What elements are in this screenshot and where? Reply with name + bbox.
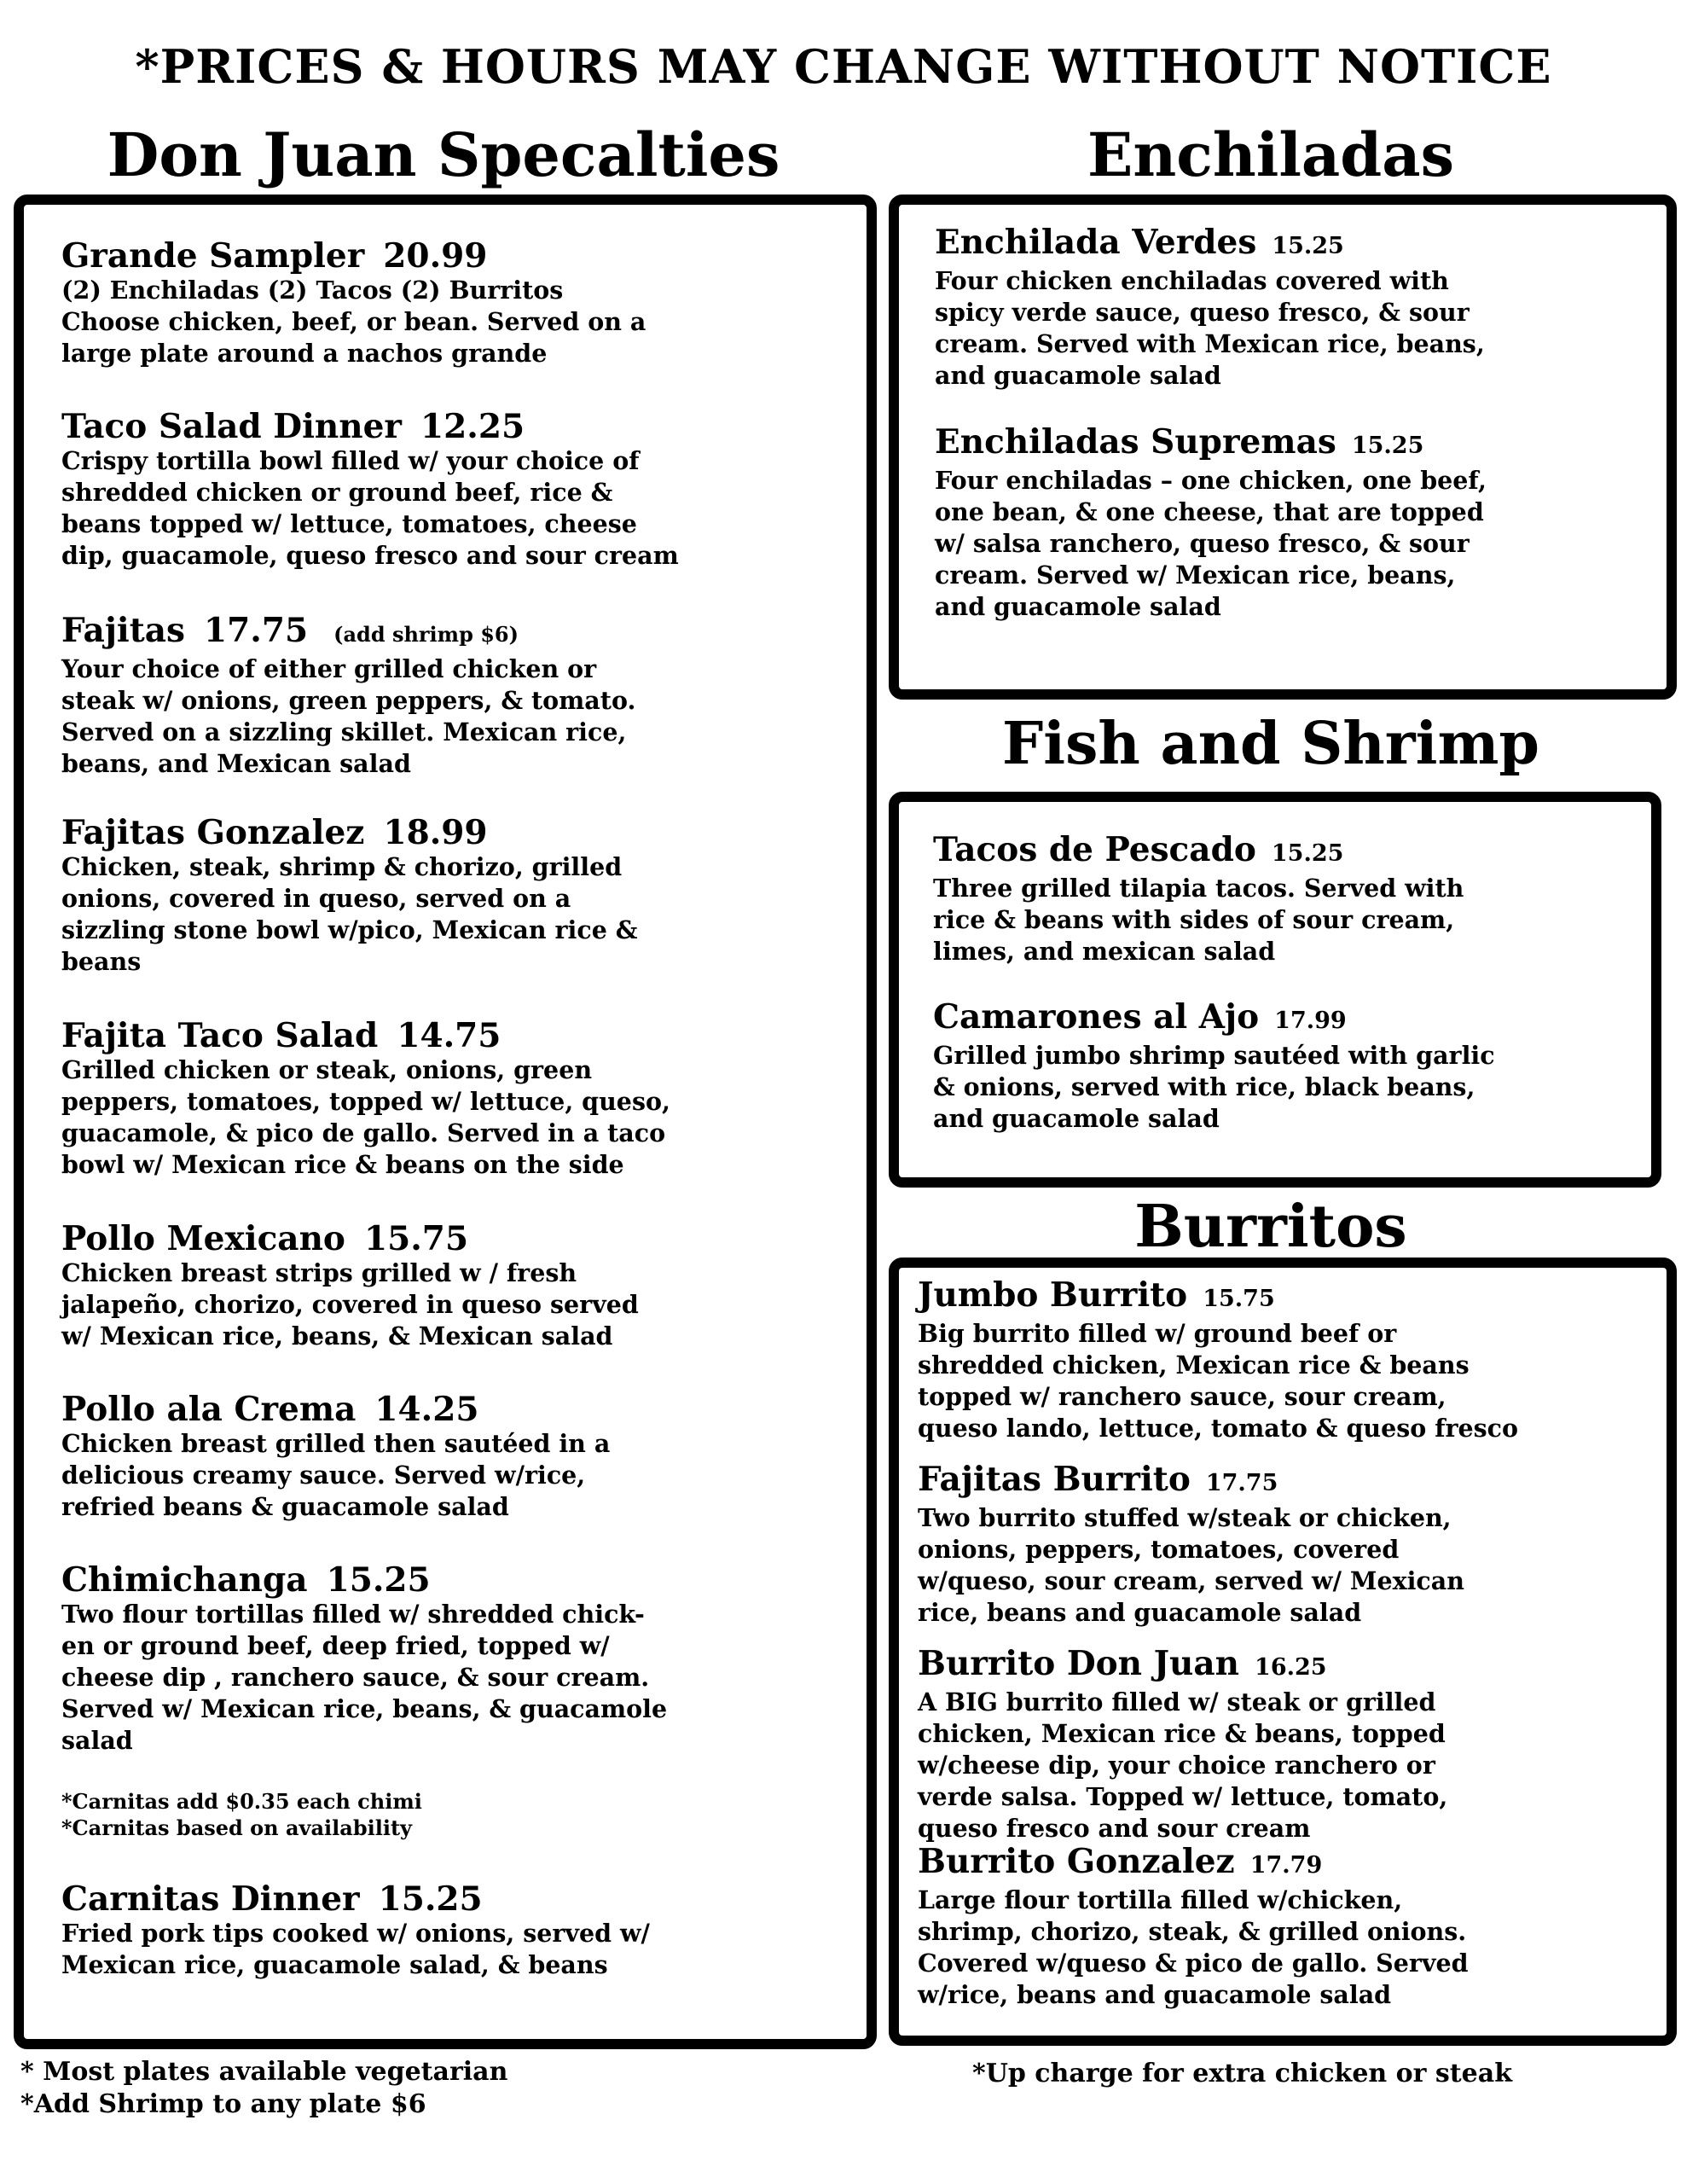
item-price: 14.75 bbox=[397, 1016, 501, 1055]
item-desc-line: beans topped w/ lettuce, tomatoes, cheese bbox=[61, 509, 637, 538]
item-desc-line: guacamole, & pico de gallo. Served in a taco bbox=[61, 1118, 666, 1147]
item-desc-line: w/queso, sour cream, served w/ Mexican bbox=[918, 1566, 1464, 1595]
item-desc-line: peppers, tomatoes, topped w/ lettuce, queso, bbox=[61, 1087, 670, 1116]
item-desc-line: Served w/ Mexican rice, beans, & guacamole bbox=[61, 1694, 668, 1723]
item-desc-line: cream. Served with Mexican rice, beans, bbox=[935, 329, 1485, 358]
item-price: 17.75 bbox=[204, 611, 309, 650]
item-price: 15.75 bbox=[1203, 1286, 1275, 1312]
item-name: Taco Salad Dinner bbox=[61, 407, 402, 446]
item-name: Fajitas Burrito bbox=[918, 1460, 1191, 1499]
item-desc-line: shredded chicken or ground beef, rice & bbox=[61, 478, 613, 507]
item-name: Carnitas Dinner bbox=[61, 1879, 360, 1919]
item-desc-line: w/cheese dip, your choice ranchero or bbox=[918, 1751, 1435, 1780]
menu-item bbox=[933, 831, 1464, 967]
item-price: 15.25 bbox=[1351, 433, 1424, 459]
menu-item bbox=[918, 1645, 1447, 1844]
item-name: Enchiladas Supremas bbox=[935, 422, 1336, 462]
item-note: (add shrimp $6) bbox=[333, 622, 519, 647]
item-desc-line: steak w/ onions, green peppers, & tomato. bbox=[61, 686, 636, 715]
item-desc-line: & onions, served with rice, black beans, bbox=[933, 1072, 1475, 1101]
item-desc-line: w/ Mexican rice, beans, & Mexican salad bbox=[61, 1321, 613, 1350]
item-name: Burrito Gonzalez bbox=[918, 1842, 1235, 1881]
item-desc-line: Chicken breast grilled then sautéed in a bbox=[61, 1429, 611, 1458]
item-desc-line: Three grilled tilapia tacos. Served with bbox=[933, 874, 1464, 903]
item-desc-line: bowl w/ Mexican rice & beans on the side bbox=[61, 1150, 624, 1179]
item-desc-line: beans, and Mexican salad bbox=[61, 749, 411, 778]
menu-item bbox=[61, 1017, 670, 1181]
item-price: 17.99 bbox=[1274, 1008, 1347, 1034]
menu-item bbox=[935, 423, 1487, 623]
item-desc-line: refried beans & guacamole salad bbox=[61, 1492, 509, 1521]
item-desc-line: onions, peppers, tomatoes, covered bbox=[918, 1535, 1400, 1564]
item-desc-line: and guacamole salad bbox=[933, 1104, 1220, 1133]
item-desc-line: Served on a sizzling skillet. Mexican rice, bbox=[61, 717, 627, 746]
item-desc-line: rice, beans and guacamole salad bbox=[918, 1598, 1362, 1627]
carnitas-note: *Carnitas based on availability bbox=[61, 1815, 412, 1840]
item-desc-line: en or ground beef, deep fried, topped w/ bbox=[61, 1631, 610, 1660]
item-price: 17.75 bbox=[1205, 1470, 1278, 1496]
item-desc-line: Fried pork tips cooked w/ onions, served w/ bbox=[61, 1919, 650, 1948]
menu-item bbox=[61, 1880, 650, 1981]
item-price: 12.25 bbox=[420, 407, 525, 446]
item-desc-line: shrimp, chorizo, steak, & grilled onions. bbox=[918, 1917, 1467, 1946]
carnitas-note: *Carnitas add $0.35 each chimi bbox=[61, 1789, 422, 1814]
item-price: 17.79 bbox=[1249, 1852, 1323, 1879]
item-price: 15.25 bbox=[378, 1879, 483, 1919]
enchiladas-title: Enchiladas bbox=[1087, 119, 1454, 190]
item-desc-line: w/rice, beans and guacamole salad bbox=[918, 1980, 1392, 2009]
item-price: 15.75 bbox=[363, 1219, 469, 1258]
item-desc-line: large plate around a nachos grande bbox=[61, 339, 548, 368]
item-desc-line: onions, covered in queso, served on a bbox=[61, 884, 571, 913]
item-desc-line: Grilled chicken or steak, onions, green bbox=[61, 1055, 593, 1084]
item-desc-line: Four enchiladas – one chicken, one beef, bbox=[935, 466, 1487, 495]
item-desc-line: (2) Enchiladas (2) Tacos (2) Burritos bbox=[61, 276, 564, 305]
item-desc-line: jalapeño, chorizo, covered in queso served bbox=[61, 1290, 639, 1319]
item-desc-line: salad bbox=[61, 1726, 133, 1755]
item-desc-line: rice & beans with sides of sour cream, bbox=[933, 905, 1455, 934]
item-desc-line: spicy verde sauce, queso fresco, & sour bbox=[935, 298, 1470, 327]
item-desc-line: Two flour tortillas filled w/ shredded chick- bbox=[61, 1600, 645, 1629]
item-desc-line: sizzling stone bowl w/pico, Mexican rice & bbox=[61, 915, 638, 944]
item-desc-line: limes, and mexican salad bbox=[933, 937, 1276, 966]
item-price: 15.25 bbox=[1271, 840, 1344, 867]
item-desc-line: Big burrito filled w/ ground beef or bbox=[918, 1319, 1397, 1348]
item-desc-line: Large flour tortilla filled w/chicken, bbox=[918, 1885, 1403, 1914]
item-name: Tacos de Pescado bbox=[933, 830, 1256, 869]
item-name: Fajita Taco Salad bbox=[61, 1016, 379, 1055]
item-desc-line: Four chicken enchiladas covered with bbox=[935, 266, 1449, 295]
item-name: Burrito Don Juan bbox=[918, 1644, 1240, 1683]
item-price: 14.25 bbox=[374, 1390, 479, 1429]
item-desc-line: chicken, Mexican rice & beans, topped bbox=[918, 1719, 1446, 1748]
item-desc-line: beans bbox=[61, 947, 142, 976]
item-name: Enchilada Verdes bbox=[935, 223, 1257, 262]
menu-item bbox=[918, 1843, 1469, 2011]
item-name: Chimichanga bbox=[61, 1560, 308, 1600]
menu-item bbox=[61, 612, 635, 780]
item-desc-line: delicious creamy sauce. Served w/rice, bbox=[61, 1461, 586, 1490]
item-desc-line: Crispy tortilla bowl filled w/ your choice of bbox=[61, 446, 640, 475]
specialties-title: Don Juan Specalties bbox=[107, 119, 780, 190]
item-desc-line: one bean, & one cheese, that are topped bbox=[935, 497, 1484, 526]
item-desc-line: Chicken, steak, shrimp & chorizo, grilled bbox=[61, 852, 623, 881]
menu-item bbox=[918, 1461, 1464, 1629]
vegetarian-note: * Most plates available vegetarian bbox=[20, 2057, 508, 2087]
item-desc-line: and guacamole salad bbox=[935, 592, 1221, 621]
item-desc-line: A BIG burrito filled w/ steak or grilled bbox=[918, 1687, 1436, 1716]
item-price: 15.25 bbox=[326, 1560, 431, 1600]
burritos-title: Burritos bbox=[1134, 1193, 1407, 1261]
item-name: Jumbo Burrito bbox=[918, 1275, 1188, 1315]
item-desc-line: verde salsa. Topped w/ lettuce, tomato, bbox=[918, 1782, 1448, 1811]
item-name: Fajitas Gonzalez bbox=[61, 813, 365, 852]
price-notice: *PRICES & HOURS MAY CHANGE WITHOUT NOTICE bbox=[135, 39, 1552, 94]
item-desc-line: Mexican rice, guacamole salad, & beans bbox=[61, 1950, 608, 1979]
item-price: 16.25 bbox=[1255, 1654, 1327, 1681]
menu-item bbox=[61, 1391, 610, 1523]
menu-item bbox=[918, 1276, 1518, 1444]
item-desc-line: queso lando, lettuce, tomato & queso fresco bbox=[918, 1414, 1519, 1443]
item-desc-line: Two burrito stuffed w/steak or chicken, bbox=[918, 1503, 1452, 1532]
item-desc-line: topped w/ ranchero sauce, sour cream, bbox=[918, 1382, 1446, 1411]
fish-shrimp-title: Fish and Shrimp bbox=[1002, 710, 1539, 778]
item-desc-line: shredded chicken, Mexican rice & beans bbox=[918, 1350, 1470, 1380]
item-name: Camarones al Ajo bbox=[933, 997, 1260, 1037]
item-desc-line: cheese dip , ranchero sauce, & sour cream. bbox=[61, 1663, 650, 1692]
item-desc-line: cream. Served w/ Mexican rice, beans, bbox=[935, 561, 1456, 590]
item-desc-line: queso fresco and sour cream bbox=[918, 1814, 1311, 1843]
shrimp-note: *Add Shrimp to any plate $6 bbox=[20, 2089, 426, 2119]
item-price: 20.99 bbox=[383, 236, 488, 276]
item-desc-line: Choose chicken, beef, or bean. Served on a bbox=[61, 307, 646, 336]
carnitas-notes bbox=[61, 1788, 422, 1841]
item-name: Fajitas bbox=[61, 611, 185, 650]
upcharge-note: *Up charge for extra chicken or steak bbox=[972, 2059, 1512, 2088]
menu-item bbox=[61, 1561, 667, 1757]
menu-item bbox=[61, 814, 638, 978]
menu-item bbox=[933, 998, 1495, 1135]
item-name: Pollo Mexicano bbox=[61, 1219, 345, 1258]
item-desc-line: Covered w/queso & pico de gallo. Served bbox=[918, 1949, 1469, 1978]
item-name: Pollo ala Crema bbox=[61, 1390, 357, 1429]
item-name: Grande Sampler bbox=[61, 236, 365, 276]
item-desc-line: Grilled jumbo shrimp sautéed with garlic bbox=[933, 1041, 1495, 1070]
menu-item bbox=[61, 408, 679, 572]
item-desc-line: and guacamole salad bbox=[935, 361, 1221, 390]
menu-item bbox=[61, 1220, 639, 1352]
item-desc-line: Your choice of either grilled chicken or bbox=[61, 654, 597, 683]
item-price: 15.25 bbox=[1272, 233, 1344, 259]
item-desc-line: dip, guacamole, queso fresco and sour cream bbox=[61, 541, 679, 570]
menu-item bbox=[61, 237, 646, 369]
item-price: 18.99 bbox=[383, 813, 488, 852]
item-desc-line: w/ salsa ranchero, queso fresco, & sour bbox=[935, 529, 1470, 558]
menu-item bbox=[935, 224, 1485, 392]
item-desc-line: Chicken breast strips grilled w / fresh bbox=[61, 1258, 577, 1287]
